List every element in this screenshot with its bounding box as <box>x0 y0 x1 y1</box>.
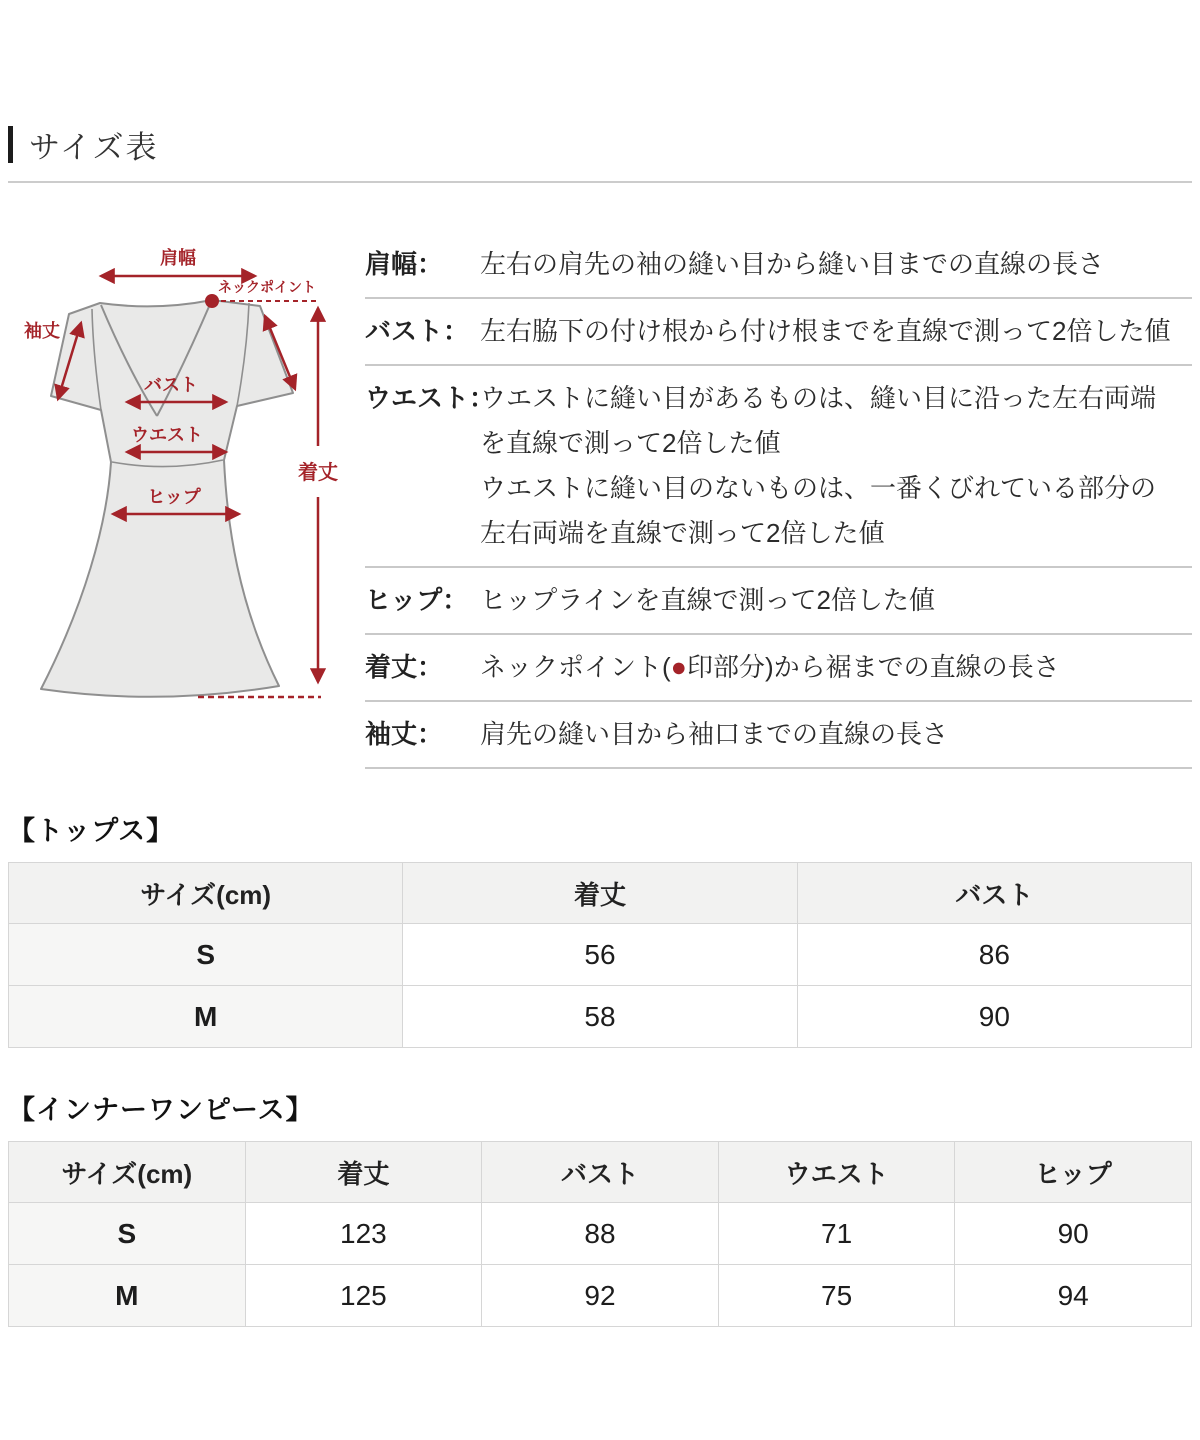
title-divider <box>8 181 1192 183</box>
tops-size-table <box>8 862 1192 1048</box>
measurement-value-cell: 90 <box>797 986 1191 1048</box>
column-header: サイズ(cm) <box>9 863 403 924</box>
bust-label: バスト <box>144 375 198 395</box>
column-header: バスト <box>482 1142 719 1203</box>
measurement-value-cell: 88 <box>482 1203 719 1265</box>
table-row <box>9 924 1192 986</box>
definition-row <box>365 239 1192 299</box>
definition-text: ウエストに縫い目があるものは、縫い目に沿った左右両端を直線で測って2倍した値 ウエストに縫い目のないものは、一番くびれている部分の左右両端を直線で測って2倍した値 <box>480 383 1157 548</box>
column-header: バスト <box>797 863 1191 924</box>
title-accent-bar <box>8 126 13 163</box>
definition-row <box>365 568 1192 635</box>
measure-definitions <box>365 239 1192 769</box>
hip-label: ヒップ <box>147 487 201 507</box>
waist-label: ウエスト <box>131 425 203 445</box>
measurement-value-cell: 56 <box>403 924 797 986</box>
neck-point-mark-inline: ● <box>670 652 687 682</box>
size-label-cell: M <box>9 986 403 1048</box>
neck-point-dot <box>205 294 219 308</box>
definition-text: ネックポイント(●印部分)から裾までの直線の長さ <box>480 652 1060 682</box>
definition-row <box>365 635 1192 702</box>
measurement-value-cell: 125 <box>245 1265 482 1327</box>
definition-row <box>365 299 1192 366</box>
dress-measurement-diagram <box>8 239 353 724</box>
measurement-value-cell: 86 <box>797 924 1191 986</box>
onepiece-size-table <box>8 1141 1192 1327</box>
definition-text: ヒップラインを直線で測って2倍した値 <box>480 585 935 615</box>
definition-row <box>365 366 1192 568</box>
measurement-value-cell: 75 <box>718 1265 955 1327</box>
measurement-value-cell: 123 <box>245 1203 482 1265</box>
page-title-block <box>8 0 1192 167</box>
body-length-label: 着丈 <box>298 462 338 484</box>
definition-term: 着丈： <box>365 652 444 682</box>
measurement-value-cell: 71 <box>718 1203 955 1265</box>
dress-diagram-wrap <box>8 239 353 769</box>
definition-text: 左右の肩先の袖の縫い目から縫い目までの直線の長さ <box>480 249 1105 279</box>
measurement-value-cell: 92 <box>482 1265 719 1327</box>
definition-term: ヒップ： <box>365 585 469 615</box>
definition-term: バスト： <box>365 316 470 346</box>
column-header: ウエスト <box>718 1142 955 1203</box>
measurement-value-cell: 94 <box>955 1265 1192 1327</box>
column-header: ヒップ <box>955 1142 1192 1203</box>
table-header-row <box>9 1142 1192 1203</box>
definition-term: 肩幅： <box>365 249 444 279</box>
onepiece-heading: 【インナーワンピース】 <box>8 1095 314 1125</box>
table-row <box>9 1265 1192 1327</box>
size-label-cell: S <box>9 924 403 986</box>
table-row <box>9 986 1192 1048</box>
table-row <box>9 1203 1192 1265</box>
table-header-row <box>9 863 1192 924</box>
definition-text: 肩先の縫い目から袖口までの直線の長さ <box>480 719 949 749</box>
column-header: 着丈 <box>403 863 797 924</box>
definition-row <box>365 702 1192 769</box>
measurement-guide-section <box>8 239 1192 769</box>
measurement-value-cell: 90 <box>955 1203 1192 1265</box>
neck-point-label: ネックポイント <box>218 279 316 295</box>
shoulder-width-label: 肩幅 <box>160 248 196 268</box>
size-label-cell: M <box>9 1265 246 1327</box>
measurement-value-cell: 58 <box>403 986 797 1048</box>
page-title: サイズ表 <box>29 130 159 165</box>
column-header: 着丈 <box>245 1142 482 1203</box>
size-label-cell: S <box>9 1203 246 1265</box>
definition-term: ウエスト： <box>365 383 496 413</box>
tops-heading: 【トップス】 <box>8 816 175 846</box>
definition-text: 左右脇下の付け根から付け根までを直線で測って2倍した値 <box>480 316 1171 346</box>
sleeve-length-label: 袖丈 <box>24 321 60 341</box>
definition-term: 袖丈： <box>365 719 444 749</box>
column-header: サイズ(cm) <box>9 1142 246 1203</box>
